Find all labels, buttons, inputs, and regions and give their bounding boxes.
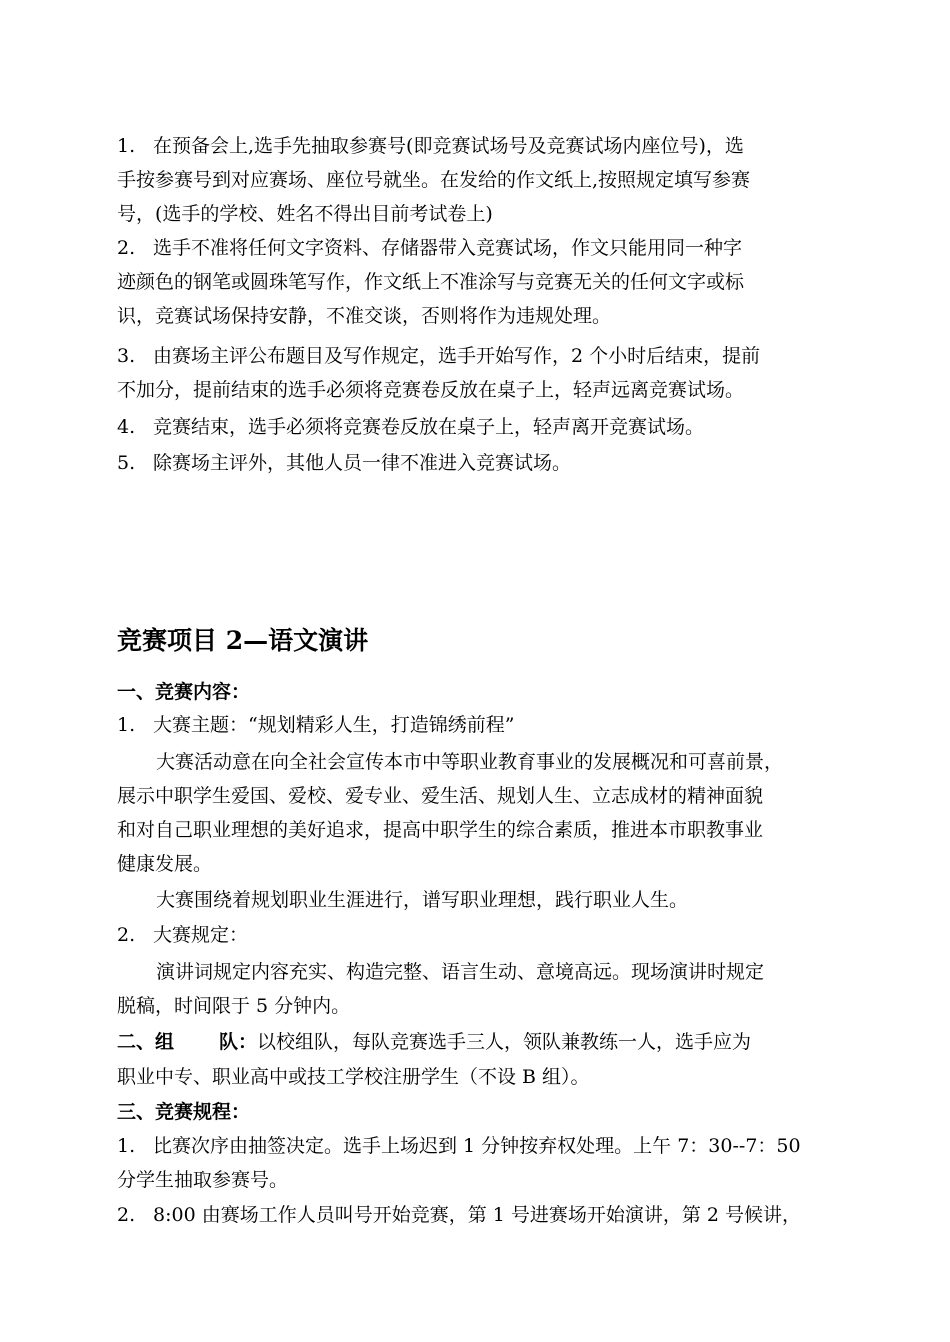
rule-item-5: 5. 除赛场主评外，其他人员一律不准进入竞赛试场。 <box>117 452 572 474</box>
heading-content: 一、竞赛内容： <box>117 681 251 703</box>
procedure-item-1: 1. 比赛次序由抽签决定。选手上场迟到 1 分钟按弃权处理。上午 7：30--7：50 <box>117 1135 801 1157</box>
heading-procedure: 三、竞赛规程： <box>117 1101 251 1123</box>
rule-item-1-cont: 手按参赛号到对应赛场、座位号就坐。在发给的作文纸上,按照规定填写参赛 <box>117 169 751 191</box>
rule-item-2-cont: 迹颜色的钢笔或圆珠笔写作，作文纸上不准涂写与竞赛无关的任何文字或标 <box>117 271 745 293</box>
paragraph-line: 健康发展。 <box>117 853 213 875</box>
rule-item-3-cont: 不加分，提前结束的选手必须将竞赛卷反放在桌子上，轻声远离竞赛试场。 <box>117 379 745 401</box>
item-theme: 1. 大赛主题：“规划精彩人生，打造锦绣前程” <box>117 714 515 736</box>
paragraph-line: 大赛活动意在向全社会宣传本市中等职业教育事业的发展概况和可喜前景， <box>156 751 784 773</box>
section-title: 竞赛项目 2—语文演讲 <box>117 626 369 655</box>
item-rules: 2. 大赛规定： <box>117 924 249 946</box>
heading-team: 二、组 队：以校组队，每队竞赛选手三人，领队兼教练一人，选手应为 <box>117 1031 752 1053</box>
procedure-item-1-cont: 分学生抽取参赛号。 <box>117 1169 289 1191</box>
paragraph-line: 和对自己职业理想的美好追求，提高中职学生的综合素质，推进本市职教事业 <box>117 819 764 841</box>
paragraph-line: 展示中职学生爱国、爱校、爱专业、爱生活、规划人生、立志成材的精神面貌 <box>117 785 764 807</box>
paragraph-line: 大赛围绕着规划职业生涯进行，谱写职业理想，践行职业人生。 <box>156 889 689 911</box>
rule-item-1: 1. 在预备会上,选手先抽取参赛号(即竞赛试场号及竞赛试场内座位号)，选 <box>117 135 744 157</box>
paragraph-line: 职业中专、职业高中或技工学校注册学生（不设 B 组）。 <box>117 1066 590 1088</box>
procedure-item-2: 2. 8:00 由赛场工作人员叫号开始竞赛，第 1 号进赛场开始演讲，第 2 号候讲， <box>117 1204 802 1226</box>
rule-item-2-cont: 识，竞赛试场保持安静，不准交谈，否则将作为违规处理。 <box>117 305 612 327</box>
paragraph-line: 脱稿，时间限于 5 分钟内。 <box>117 995 351 1017</box>
paragraph-line: 演讲词规定内容充实、构造完整、语言生动、意境高远。现场演讲时规定 <box>156 961 765 983</box>
rule-item-3: 3. 由赛场主评公布题目及写作规定，选手开始写作，2 个小时后结束，提前 <box>117 345 761 367</box>
rule-item-2: 2. 选手不准将任何文字资料、存储器带入竞赛试场，作文只能用同一种字 <box>117 237 743 259</box>
rule-item-4: 4. 竞赛结束，选手必须将竞赛卷反放在桌子上，轻声离开竞赛试场。 <box>117 416 705 438</box>
rule-item-1-cont: 号，(选手的学校、姓名不得出目前考试卷上) <box>117 203 493 225</box>
